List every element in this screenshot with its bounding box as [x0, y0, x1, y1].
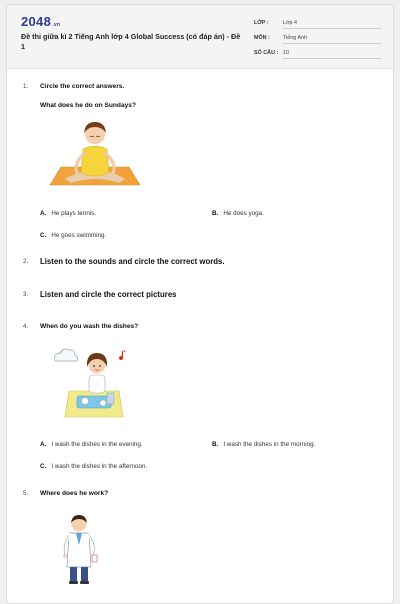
meta-grade-label: LỚP : — [254, 20, 269, 26]
site-logo[interactable] — [21, 14, 60, 29]
exam-title: Đề thi giữa kì 2 Tiếng Anh lớp 4 Global Success (có đáp án) - Đề 1 — [21, 32, 241, 51]
logo-text: 2048 — [21, 14, 52, 29]
question-1-prompt: What does he do on Sundays? — [40, 102, 136, 109]
meta-subject-value: Tiếng Anh — [283, 33, 381, 44]
option-letter: B. — [212, 210, 219, 217]
doctor-image — [57, 511, 101, 587]
meta-grade — [254, 18, 382, 30]
meta-question-count-value: 10 — [283, 48, 381, 59]
question-4-number: 4. — [23, 323, 29, 330]
option-text: He plays tennis. — [51, 210, 97, 217]
question-4-option-c[interactable] — [40, 463, 147, 470]
meta-subject — [254, 33, 382, 45]
option-letter: B. — [212, 441, 219, 448]
option-letter: A. — [40, 441, 47, 448]
boy-yoga-image — [47, 117, 143, 189]
question-5-number: 5. — [23, 490, 29, 497]
question-3-instruction: Listen and circle the correct pictures — [40, 290, 177, 299]
exam-header — [7, 5, 393, 69]
option-text: I wash the dishes in the afternoon. — [51, 463, 148, 470]
meta-question-count-label: SỐ CÂU : — [254, 50, 279, 56]
meta-grade-value: Lớp 4 — [283, 18, 381, 29]
question-1-option-a[interactable] — [40, 210, 96, 217]
question-1-instruction: Circle the correct answers. — [40, 83, 125, 90]
option-text: He does yoga. — [223, 210, 264, 217]
question-1-number: 1. — [23, 83, 29, 90]
question-2-number: 2. — [23, 258, 29, 265]
option-text: I wash the dishes in the morning. — [223, 441, 316, 448]
girl-washing-dishes-image — [47, 341, 135, 421]
option-text: I wash the dishes in the evening. — [51, 441, 143, 448]
question-1-option-c[interactable] — [40, 232, 106, 239]
question-4-option-b[interactable] — [212, 441, 315, 448]
question-2-instruction: Listen to the sounds and circle the correct words. — [40, 257, 225, 266]
question-4-option-a[interactable] — [40, 441, 143, 448]
option-text: He goes swimming. — [51, 232, 107, 239]
meta-subject-label: MÔN : — [254, 35, 270, 41]
question-4-instruction: When do you wash the dishes? — [40, 323, 139, 330]
logo-suffix: .vn — [52, 22, 61, 28]
question-5-instruction: Where does he work? — [40, 490, 109, 497]
meta-question-count — [254, 48, 382, 60]
option-letter: C. — [40, 463, 47, 470]
option-letter: C. — [40, 232, 47, 239]
question-3-number: 3. — [23, 291, 29, 298]
question-1-option-b[interactable] — [212, 210, 264, 217]
exam-sheet — [6, 4, 394, 604]
option-letter: A. — [40, 210, 47, 217]
